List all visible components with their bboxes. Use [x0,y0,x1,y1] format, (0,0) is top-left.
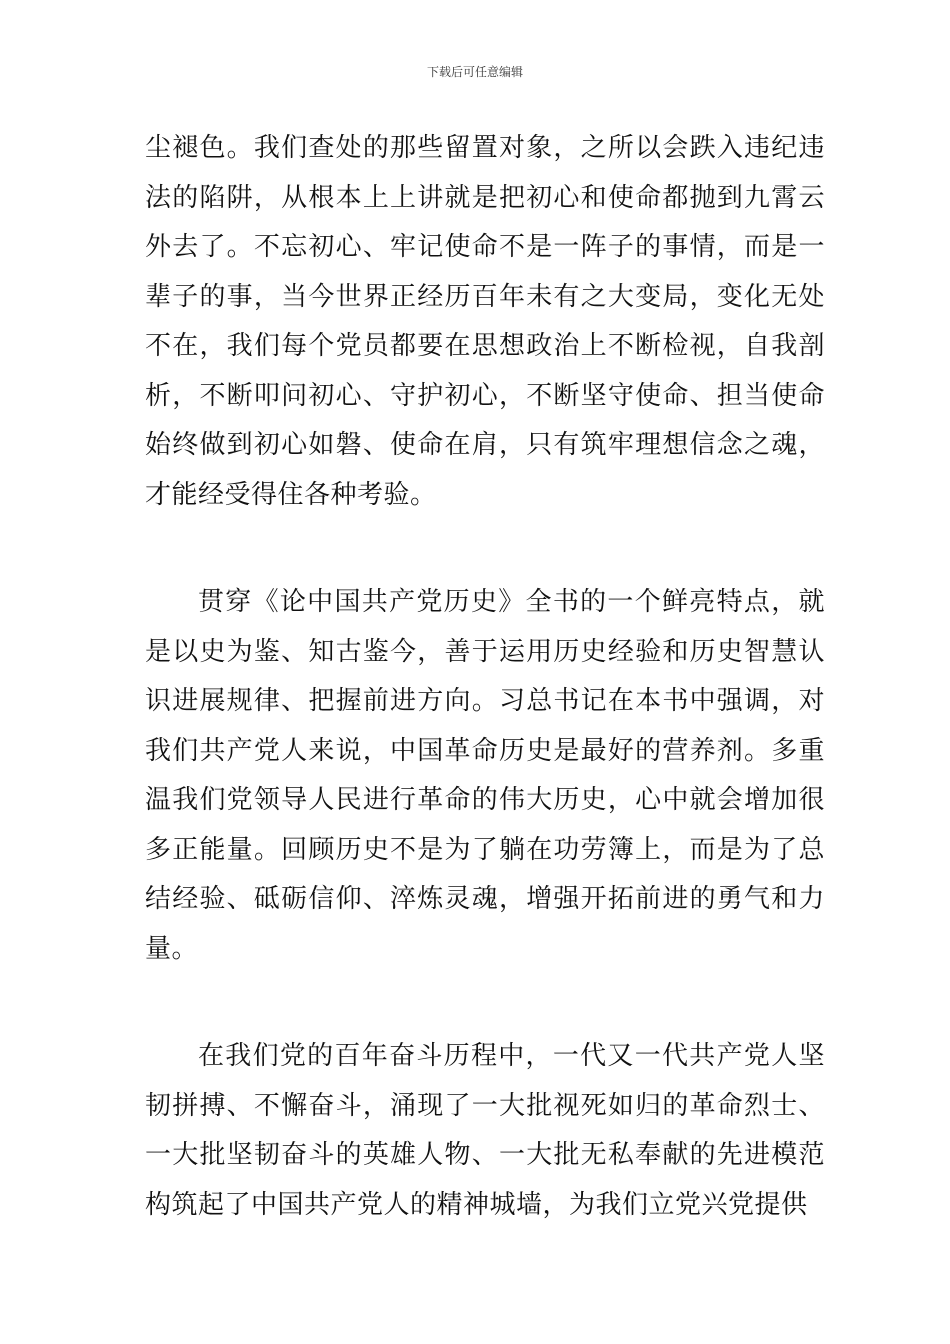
paragraph-continuation: 尘褪色。我们查处的那些留置对象，之所以会跌入违纪违法的陷阱，从根本上上讲就是把初心和使命都抛到九霄云外去了。不忘初心、牢记使命不是一阵子的事情，而是一辈子的事，当今世界正经历百年未有之大变局，变化无处不在，我们每个党员都要在思想政治上不断检视，自我剖析，不断叩问初心、守护初心，不断坚守使命、担当使命始终做到初心如磐、使命在肩，只有筑牢理想信念之魂，才能经受得住各种考验。 [145,133,825,510]
paragraph-struggle: 在我们党的百年奋斗历程中，一代又一代共产党人坚韧拼搏、不懈奋斗，涌现了一大批视死如归的革命烈士、一大批坚韧奋斗的英雄人物、一大批无私奉献的先进模范构筑起了中国共产党人的精神城墙，为我们立党兴党提供 [145,1041,825,1220]
document-body [145,124,825,1230]
paragraph-history: 贯穿《论中国共产党历史》全书的一个鲜亮特点，就是以史为鉴、知古鉴今，善于运用历史经验和历史智慧认识进展规律、把握前进方向。习总书记在本书中强调，对我们共产党人来说，中国革命历史是最好的营养剂。多重温我们党领导人民进行革命的伟大历史，心中就会增加很多正能量。回顾历史不是为了躺在功劳簿上，而是为了总结经验、砥砺信仰、淬炼灵魂，增强开拓前进的勇气和力量。 [145,587,825,964]
page-header-note: 下载后可任意编辑 [426,65,523,79]
